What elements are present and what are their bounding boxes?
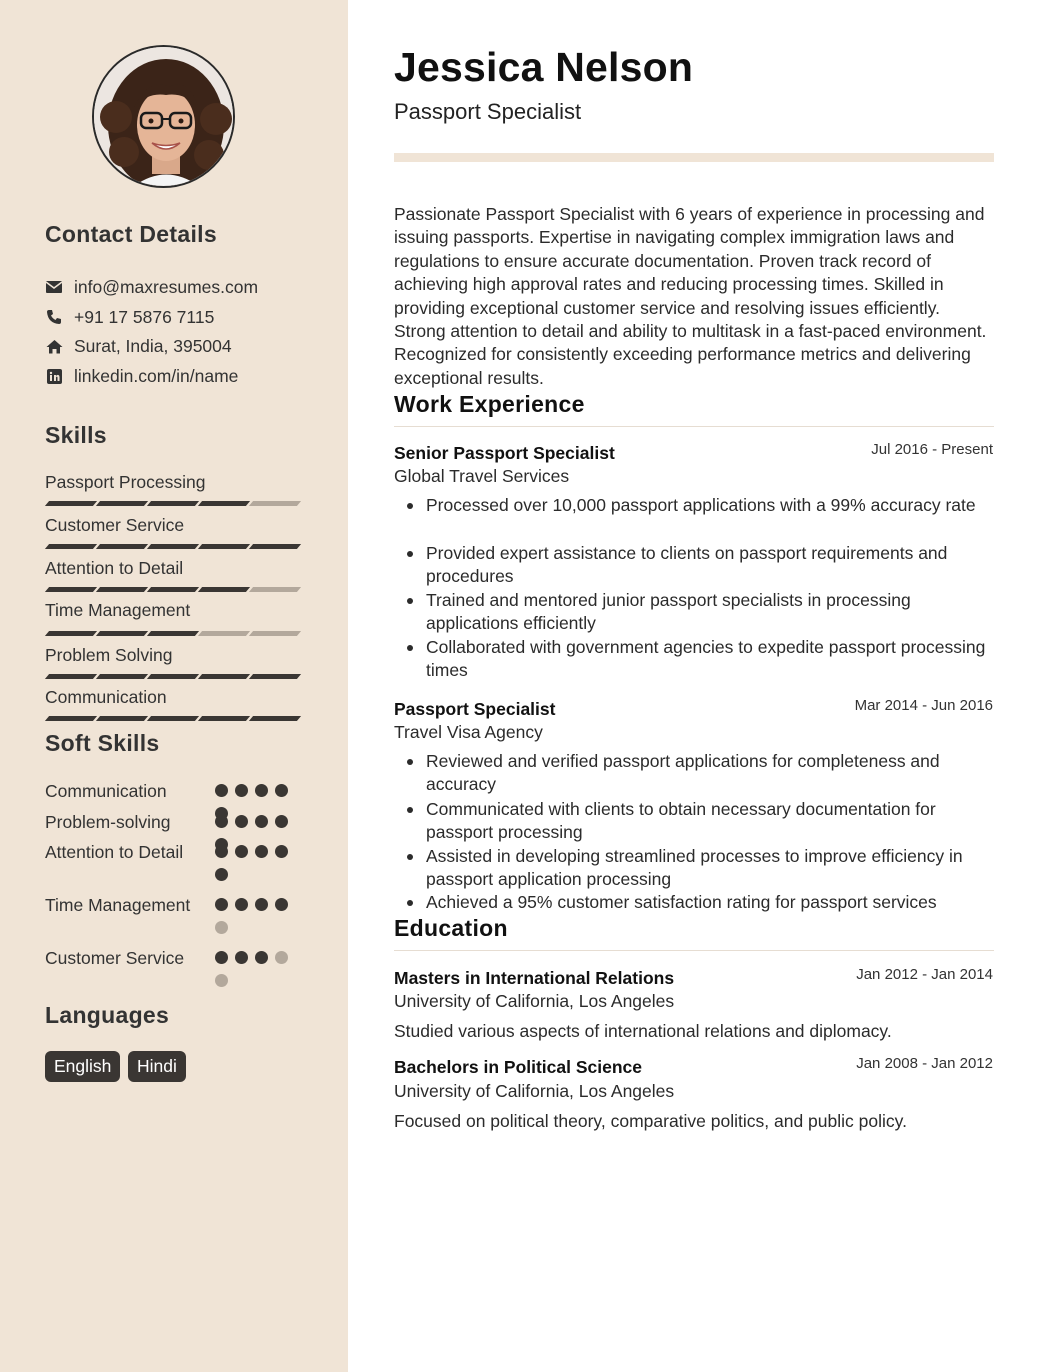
main-content: [348, 0, 1040, 1372]
soft-skill-dot-filled: [275, 845, 288, 858]
edu-description: Focused on political theory, comparative politics, and public policy.: [394, 1111, 907, 1131]
contact-address: [45, 335, 232, 357]
summary-text: Passionate Passport Specialist with 6 years of experience in processing and issuing passports. Expertise in navigating complex immigration laws and regulations to ensure accurate documentation. Proven track record of achieving high approval rates and reducing processing times. Skilled in providing exceptional customer service and resolving issues efficiently. Strong attention to detail and ability to multitask in a fast-paced environment. Recognized for consistently exceeding performance metrics and delivering exceptional results.: [394, 204, 987, 388]
skill-segment-filled: [147, 544, 199, 549]
soft-skill-dot-filled: [215, 815, 228, 828]
languages-heading: Languages: [45, 1002, 170, 1028]
skill-label: Time Management: [45, 600, 191, 620]
skill-segment-filled: [45, 674, 97, 679]
soft-skill-dot-filled: [235, 815, 248, 828]
job-bullet: Collaborated with government agencies to expedite passport processing times: [426, 636, 998, 683]
skill-level-bar: [45, 501, 301, 506]
soft-skill-dot-filled: [215, 845, 228, 858]
soft-skill-label: Communication: [45, 781, 167, 801]
soft-skill-dot-filled: [235, 845, 248, 858]
job-title: Senior Passport Specialist: [394, 443, 615, 463]
soft-skill-dot-filled: [255, 784, 268, 797]
contact-phone-text: +91 17 5876 7115: [74, 306, 215, 327]
job-title: Passport Specialist: [394, 699, 556, 719]
skill-segment-filled: [198, 674, 250, 679]
education-divider: [394, 950, 994, 951]
sidebar: [0, 0, 348, 1372]
contact-email-text: info@maxresumes.com: [74, 276, 259, 297]
skill-segment-filled: [147, 587, 199, 592]
edu-date: Jan 2012 - Jan 2014: [856, 966, 993, 983]
skill-level-bar: [45, 674, 301, 679]
linkedin-icon: [45, 367, 63, 385]
home-icon: [45, 337, 63, 355]
job-company: Global Travel Services: [394, 466, 570, 486]
language-tag-hindi: Hindi: [128, 1051, 186, 1082]
soft-skill-dot-filled: [235, 898, 248, 911]
skill-label: Problem Solving: [45, 645, 173, 665]
work-heading: Work Experience: [394, 391, 585, 417]
skill-segment-filled: [249, 544, 301, 549]
skill-segment-filled: [249, 716, 301, 721]
skill-segment-filled: [45, 716, 97, 721]
skill-segment-filled: [96, 674, 148, 679]
skill-segment-filled: [45, 631, 97, 636]
avatar: [92, 45, 235, 188]
soft-skill-dot-empty: [215, 921, 228, 934]
skill-segment-empty: [249, 631, 301, 636]
edu-degree: Bachelors in Political Science: [394, 1057, 643, 1077]
soft-skill-dot-filled: [275, 784, 288, 797]
skill-level-bar: [45, 544, 301, 549]
skill-segment-filled: [198, 587, 250, 592]
soft-skill-label: Attention to Detail: [45, 842, 184, 862]
skill-segment-filled: [45, 587, 97, 592]
soft-skill-dot-filled: [215, 951, 228, 964]
candidate-name: Jessica Nelson: [394, 44, 694, 90]
skill-segment-filled: [198, 716, 250, 721]
soft-skill-dot-filled: [255, 815, 268, 828]
edu-date: Jan 2008 - Jan 2012: [856, 1055, 993, 1072]
edu-degree: Masters in International Relations: [394, 968, 675, 988]
soft-skill-dot-filled: [235, 951, 248, 964]
skill-segment-filled: [147, 631, 199, 636]
skill-segment-filled: [198, 544, 250, 549]
skill-segment-filled: [147, 716, 199, 721]
skill-label: Customer Service: [45, 515, 185, 535]
job-bullet: Provided expert assistance to clients on passport requirements and procedures: [426, 542, 998, 589]
skill-segment-filled: [96, 716, 148, 721]
skill-segment-filled: [147, 674, 199, 679]
skill-segment-filled: [147, 501, 199, 506]
skill-segment-filled: [198, 501, 250, 506]
skill-label: Passport Processing: [45, 472, 206, 492]
soft-skill-dot-empty: [215, 974, 228, 987]
soft-skill-dot-filled: [215, 784, 228, 797]
job-bullet: Processed over 10,000 passport applications with a 99% accuracy rate: [426, 494, 998, 517]
envelope-icon: [45, 278, 63, 296]
skill-label: Attention to Detail: [45, 558, 184, 578]
soft-skills-heading: Soft Skills: [45, 730, 160, 756]
phone-icon: [45, 308, 63, 326]
skill-segment-filled: [96, 501, 148, 506]
soft-skill-dot-filled: [215, 898, 228, 911]
work-divider: [394, 426, 994, 427]
soft-skill-dot-filled: [235, 784, 248, 797]
skill-segment-filled: [96, 631, 148, 636]
skill-level-bar: [45, 587, 301, 592]
soft-skill-dot-filled: [215, 868, 228, 881]
job-bullet: Assisted in developing streamlined processes to improve efficiency in passport application processing: [426, 845, 998, 892]
skill-label: Communication: [45, 687, 167, 707]
contact-email[interactable]: [45, 276, 258, 298]
soft-skill-label: Customer Service: [45, 948, 185, 968]
job-date: Jul 2016 - Present: [871, 441, 993, 458]
skill-segment-filled: [96, 544, 148, 549]
job-bullet: Trained and mentored junior passport specialists in processing applications efficiently: [426, 589, 998, 636]
soft-skill-dot-empty: [275, 951, 288, 964]
contact-address-text: Surat, India, 395004: [74, 335, 232, 356]
skill-segment-filled: [249, 674, 301, 679]
job-bullet: Communicated with clients to obtain necessary documentation for passport processing: [426, 798, 998, 845]
soft-skill-dot-filled: [255, 845, 268, 858]
soft-skill-dot-filled: [275, 898, 288, 911]
soft-skill-label: Time Management: [45, 895, 191, 915]
edu-description: Studied various aspects of international relations and diplomacy.: [394, 1021, 892, 1041]
edu-school: University of California, Los Angeles: [394, 1081, 675, 1101]
skill-segment-empty: [249, 587, 301, 592]
skill-segment-filled: [45, 501, 97, 506]
contact-linkedin[interactable]: [45, 365, 238, 387]
job-date: Mar 2014 - Jun 2016: [854, 697, 993, 714]
skill-segment-filled: [45, 544, 97, 549]
contact-phone[interactable]: [45, 306, 214, 328]
contact-linkedin-text: linkedin.com/in/name: [74, 365, 239, 386]
job-bullet: Reviewed and verified passport applications for completeness and accuracy: [426, 750, 998, 797]
skill-segment-filled: [96, 587, 148, 592]
edu-school: University of California, Los Angeles: [394, 991, 675, 1011]
avatar-photo-icon: [94, 47, 235, 188]
language-tag-english: English: [45, 1051, 120, 1082]
skill-level-bar: [45, 631, 301, 636]
job-bullet: Achieved a 95% customer satisfaction rating for passport services: [426, 891, 998, 914]
job-company: Travel Visa Agency: [394, 722, 543, 742]
skills-heading: Skills: [45, 422, 107, 448]
skill-segment-empty: [198, 631, 250, 636]
candidate-role: Passport Specialist: [394, 99, 582, 124]
soft-skill-dot-filled: [255, 898, 268, 911]
education-heading: Education: [394, 915, 508, 941]
soft-skill-dot-filled: [255, 951, 268, 964]
contact-heading: Contact Details: [45, 221, 217, 247]
skill-segment-empty: [249, 501, 301, 506]
header-divider: [394, 153, 994, 162]
skill-level-bar: [45, 716, 301, 721]
soft-skill-dot-filled: [275, 815, 288, 828]
soft-skill-label: Problem-solving: [45, 812, 171, 832]
